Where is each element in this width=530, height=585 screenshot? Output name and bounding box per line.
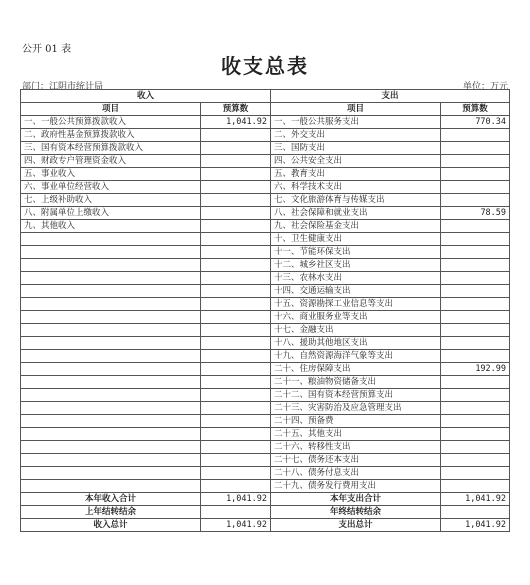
table-row [21, 350, 510, 363]
income-item-cell: 一、一般公共预算拨款收入 [21, 116, 201, 129]
expense-item-cell: 六、科学技术支出 [271, 181, 441, 194]
income-total-label: 收入总计 [21, 519, 201, 532]
expense-item-cell: 二十七、债务还本支出 [271, 454, 441, 467]
expense-value-cell [441, 389, 510, 402]
expense-item-cell: 二十二、国有资本经营预算支出 [271, 389, 441, 402]
income-value-cell [201, 181, 271, 194]
department-label: 部门：江阴市统计局 [22, 82, 104, 92]
income-value-cell [201, 376, 271, 389]
expense-value-cell [441, 233, 510, 246]
expense-value-cell: 770.34 [441, 116, 510, 129]
expense-value-cell [441, 467, 510, 480]
expense-value-cell [441, 129, 510, 142]
expense-item-cell: 八、社会保障和就业支出 [271, 207, 441, 220]
table-code: 公开 01 表 [22, 44, 72, 55]
expense-item-cell: 四、公共安全支出 [271, 155, 441, 168]
income-item-cell [21, 454, 201, 467]
expense-item-cell: 七、文化旅游体育与传媒支出 [271, 194, 441, 207]
expense-budget-header: 预算数 [441, 103, 510, 116]
expense-item-cell: 十三、农林水支出 [271, 272, 441, 285]
income-value-cell [201, 155, 271, 168]
expense-value-cell [441, 142, 510, 155]
income-item-cell [21, 428, 201, 441]
income-item-cell [21, 272, 201, 285]
income-item-cell: 三、国有资本经营预算拨款收入 [21, 142, 201, 155]
expense-value-cell [441, 428, 510, 441]
expense-value-cell [441, 311, 510, 324]
table-row [21, 194, 510, 207]
total-row [21, 506, 510, 519]
income-item-cell [21, 415, 201, 428]
income-value-cell [201, 311, 271, 324]
income-total-label: 本年收入合计 [21, 493, 201, 506]
income-value-cell [201, 298, 271, 311]
table-row [21, 454, 510, 467]
income-section-header: 收入 [21, 90, 271, 103]
income-budget-header: 预算数 [201, 103, 271, 116]
income-item-cell: 四、财政专户管理资金收入 [21, 155, 201, 168]
unit-label: 单位：万元 [462, 82, 508, 92]
expense-item-cell: 二十一、粮油物资储备支出 [271, 376, 441, 389]
income-value-cell [201, 220, 271, 233]
expense-value-cell [441, 272, 510, 285]
income-total-value [201, 506, 271, 519]
page-title: 收支总表 [221, 54, 309, 78]
expense-item-cell: 十九、自然资源海洋气象等支出 [271, 350, 441, 363]
expense-value-cell [441, 324, 510, 337]
expense-value-cell [441, 181, 510, 194]
income-value-cell [201, 285, 271, 298]
expense-item-cell: 二十五、其他支出 [271, 428, 441, 441]
income-value-cell [201, 350, 271, 363]
expense-item-cell: 十七、金融支出 [271, 324, 441, 337]
income-value-cell [201, 428, 271, 441]
income-item-cell [21, 311, 201, 324]
income-item-cell: 六、事业单位经营收入 [21, 181, 201, 194]
table-row [21, 467, 510, 480]
expense-value-cell [441, 454, 510, 467]
income-value-cell: 1,041.92 [201, 116, 271, 129]
table-row [21, 220, 510, 233]
table-row [21, 480, 510, 493]
table-row [21, 116, 510, 129]
table-row [21, 441, 510, 454]
expense-value-cell: 78.59 [441, 207, 510, 220]
section-header-row [21, 90, 510, 103]
expense-item-cell: 二十三、灾害防治及应急管理支出 [271, 402, 441, 415]
income-value-cell [201, 467, 271, 480]
total-row [21, 519, 510, 532]
expense-value-cell [441, 350, 510, 363]
expense-value-cell [441, 168, 510, 181]
table-row [21, 285, 510, 298]
expense-item-header: 项目 [271, 103, 441, 116]
income-item-cell [21, 324, 201, 337]
income-item-cell [21, 467, 201, 480]
expense-item-cell: 十、卫生健康支出 [271, 233, 441, 246]
budget-table [20, 89, 510, 532]
expense-value-cell [441, 285, 510, 298]
income-value-cell [201, 402, 271, 415]
expense-value-cell [441, 415, 510, 428]
income-total-value: 1,041.92 [201, 493, 271, 506]
table-row [21, 298, 510, 311]
income-value-cell [201, 389, 271, 402]
table-row [21, 181, 510, 194]
income-item-cell [21, 298, 201, 311]
income-value-cell [201, 337, 271, 350]
income-item-cell [21, 285, 201, 298]
expense-item-cell: 九、社会保险基金支出 [271, 220, 441, 233]
income-value-cell [201, 272, 271, 285]
expense-value-cell [441, 480, 510, 493]
expense-total-label: 支出总计 [271, 519, 441, 532]
income-item-cell: 八、附属单位上缴收入 [21, 207, 201, 220]
income-value-cell [201, 415, 271, 428]
income-item-cell [21, 350, 201, 363]
expense-item-cell: 十五、资源勘探工业信息等支出 [271, 298, 441, 311]
table-row [21, 376, 510, 389]
expense-item-cell: 五、教育支出 [271, 168, 441, 181]
expense-total-value: 1,041.92 [441, 519, 510, 532]
expense-total-label: 本年支出合计 [271, 493, 441, 506]
expense-value-cell [441, 402, 510, 415]
table-row [21, 129, 510, 142]
income-value-cell [201, 142, 271, 155]
income-item-cell [21, 259, 201, 272]
expense-item-cell: 二、外交支出 [271, 129, 441, 142]
income-item-cell: 五、事业收入 [21, 168, 201, 181]
table-row [21, 155, 510, 168]
expense-value-cell [441, 220, 510, 233]
income-value-cell [201, 194, 271, 207]
table-row [21, 259, 510, 272]
expense-value-cell [441, 194, 510, 207]
total-row [21, 493, 510, 506]
income-total-value: 1,041.92 [201, 519, 271, 532]
expense-value-cell [441, 155, 510, 168]
expense-value-cell: 192.99 [441, 363, 510, 376]
income-item-cell [21, 337, 201, 350]
table-row [21, 428, 510, 441]
table-row [21, 207, 510, 220]
income-item-cell [21, 233, 201, 246]
expense-value-cell [441, 337, 510, 350]
income-value-cell [201, 324, 271, 337]
income-item-cell [21, 363, 201, 376]
income-item-cell [21, 376, 201, 389]
income-value-cell [201, 168, 271, 181]
table-row [21, 272, 510, 285]
expense-value-cell [441, 259, 510, 272]
expense-value-cell [441, 376, 510, 389]
expense-item-cell: 十六、商业服务业等支出 [271, 311, 441, 324]
table-row [21, 402, 510, 415]
expense-item-cell: 二十六、转移性支出 [271, 441, 441, 454]
expense-total-value [441, 506, 510, 519]
income-item-header: 项目 [21, 103, 201, 116]
table-row [21, 142, 510, 155]
income-value-cell [201, 129, 271, 142]
expense-total-value: 1,041.92 [441, 493, 510, 506]
expense-value-cell [441, 246, 510, 259]
table-row [21, 363, 510, 376]
expense-value-cell [441, 298, 510, 311]
income-total-label: 上年结转结余 [21, 506, 201, 519]
table-row [21, 311, 510, 324]
expense-section-header: 支出 [271, 90, 510, 103]
table-row [21, 324, 510, 337]
income-item-cell [21, 480, 201, 493]
expense-item-cell: 二十八、债务付息支出 [271, 467, 441, 480]
expense-value-cell [441, 441, 510, 454]
table-row [21, 168, 510, 181]
income-item-cell [21, 246, 201, 259]
expense-item-cell: 十二、城乡社区支出 [271, 259, 441, 272]
income-value-cell [201, 259, 271, 272]
expense-item-cell: 一、一般公共服务支出 [271, 116, 441, 129]
income-item-cell [21, 402, 201, 415]
income-value-cell [201, 454, 271, 467]
expense-item-cell: 二十四、预备费 [271, 415, 441, 428]
expense-item-cell: 十一、节能环保支出 [271, 246, 441, 259]
column-header-row [21, 103, 510, 116]
income-item-cell: 九、其他收入 [21, 220, 201, 233]
income-item-cell: 七、上级补助收入 [21, 194, 201, 207]
table-row [21, 246, 510, 259]
income-value-cell [201, 480, 271, 493]
income-value-cell [201, 363, 271, 376]
table-row [21, 233, 510, 246]
table-row [21, 415, 510, 428]
expense-item-cell: 二十、住房保障支出 [271, 363, 441, 376]
table-row [21, 337, 510, 350]
expense-total-label: 年终结转结余 [271, 506, 441, 519]
table-row [21, 389, 510, 402]
expense-item-cell: 二十九、债务发行费用支出 [271, 480, 441, 493]
income-value-cell [201, 233, 271, 246]
expense-item-cell: 十八、援助其他地区支出 [271, 337, 441, 350]
income-item-cell: 二、政府性基金预算拨款收入 [21, 129, 201, 142]
expense-item-cell: 十四、交通运输支出 [271, 285, 441, 298]
income-item-cell [21, 441, 201, 454]
expense-item-cell: 三、国防支出 [271, 142, 441, 155]
income-value-cell [201, 441, 271, 454]
income-value-cell [201, 246, 271, 259]
income-value-cell [201, 207, 271, 220]
income-item-cell [21, 389, 201, 402]
